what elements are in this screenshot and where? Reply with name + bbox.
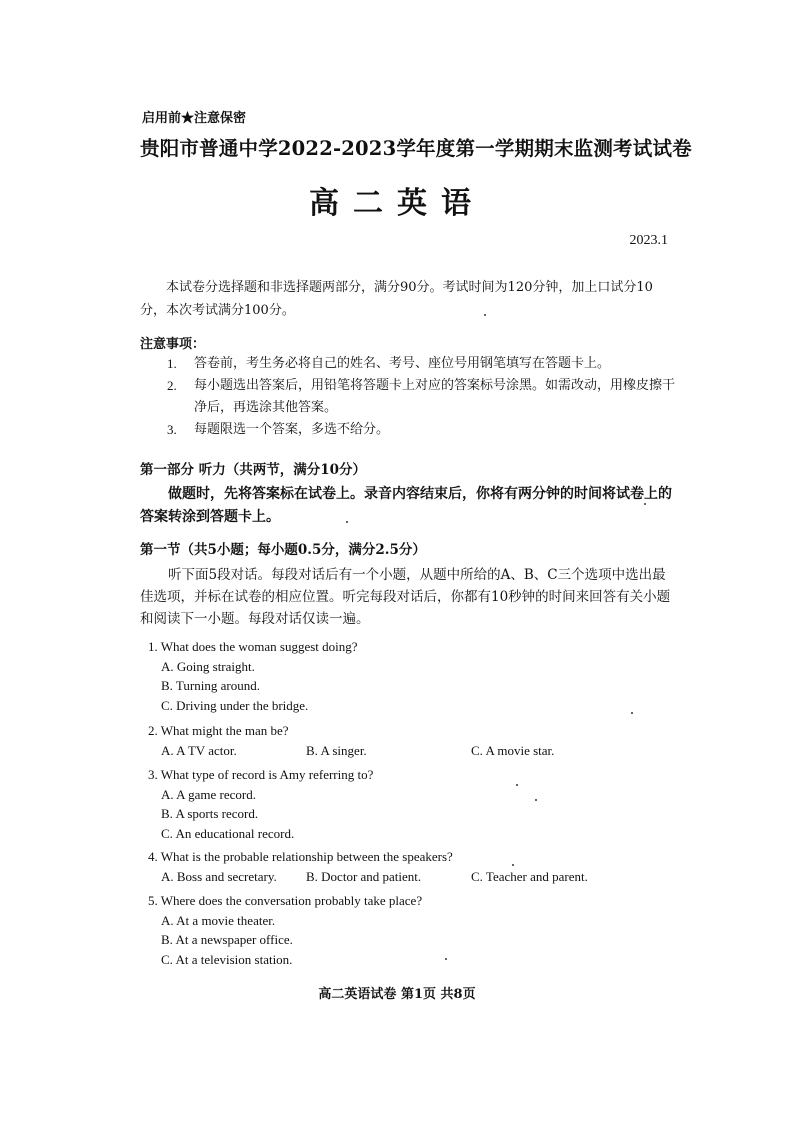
notice-item-number: 2.	[167, 378, 177, 393]
question-stem: 4. What is the probable relationship between the speakers?	[148, 849, 453, 864]
notice-list	[140, 353, 680, 441]
question-stem: 1. What does the woman suggest doing?	[148, 639, 358, 654]
subject-title: 高二英语	[309, 186, 485, 221]
options-row	[148, 867, 688, 887]
scan-speck	[484, 314, 486, 316]
notice-item-text: 答卷前，考生务必将自己的姓名、考号、座位号用钢笔填写在答题卡上。	[194, 356, 611, 371]
exam-date: 2023.1	[629, 233, 668, 248]
option-b: B. A sports record.	[161, 806, 259, 821]
option-b: B. At a newspaper office.	[161, 932, 293, 947]
section1-heading: 第一节（共5小题；每小题0.5分，满分2.5分）	[140, 542, 426, 558]
scan-speck	[644, 503, 646, 505]
exam-title: 贵阳市普通中学2022-2023学年度第一学期期末监测考试试卷	[140, 137, 692, 160]
notice-item	[140, 375, 680, 419]
option-a: A. A TV actor.	[161, 742, 237, 758]
question-2	[148, 721, 688, 760]
notice-item-number: 3.	[167, 422, 177, 437]
part1-instruction: 做题时，先将答案标在试卷上。录音内容结束后，你将有两分钟的时间将试卷上的答案转涂到答题卡上。	[140, 486, 672, 525]
page-footer: 高二英语试卷 第1页 共8页	[318, 987, 476, 1002]
option-a: A. Boss and secretary.	[161, 868, 277, 884]
question-5	[148, 891, 688, 969]
option-b: B. A singer.	[306, 742, 367, 758]
question-stem: 2. What might the man be?	[148, 723, 289, 738]
question-4	[148, 847, 688, 886]
question-1	[148, 637, 688, 715]
notice-item-number: 1.	[167, 356, 177, 371]
option-a: A. Going straight.	[161, 658, 255, 674]
notice-item	[140, 419, 680, 441]
notice-item-text: 每小题选出答案后，用铅笔将答题卡上对应的答案标号涂黑。如需改动，用橡皮擦干净后，再选涂其他答案。	[194, 378, 676, 415]
option-c: C. At a television station.	[161, 951, 293, 967]
notice-item	[140, 353, 680, 375]
scan-speck	[631, 712, 633, 714]
question-3	[148, 765, 688, 843]
options-row	[148, 741, 688, 761]
option-b: B. Doctor and patient.	[306, 868, 422, 884]
section1-instruction: 听下面5段对话。每段对话后有一个小题，从题中所给的A、B、C三个选项中选出最佳选项，并标在试卷的相应位置。听完每段对话后，你都有10秒钟的时间来回答有关小题和阅读下一小题。每段对话仅读一遍。	[140, 567, 671, 627]
scan-speck	[346, 521, 348, 523]
part1-heading: 第一部分 听力（共两节，满分10分）	[140, 462, 366, 478]
notice-item-text: 每题限选一个答案，多选不给分。	[194, 422, 390, 437]
option-c: C. A movie star.	[471, 742, 555, 758]
question-stem: 3. What type of record is Amy referring to?	[148, 767, 374, 782]
scan-speck	[445, 958, 447, 960]
option-c: C. Teacher and parent.	[471, 868, 588, 884]
scan-speck	[512, 864, 514, 866]
confidential-label: 启用前★注意保密	[142, 111, 247, 126]
option-c: C. An educational record.	[161, 825, 295, 841]
intro-paragraph: 本试卷分选择题和非选择题两部分，满分90分。考试时间为120分钟，加上口试分10分，本次考试满分100分。	[140, 280, 653, 318]
option-c: C. Driving under the bridge.	[161, 697, 309, 713]
option-a: A. A game record.	[161, 786, 256, 802]
scan-speck	[516, 784, 518, 786]
option-b: B. Turning around.	[161, 678, 260, 693]
question-stem: 5. Where does the conversation probably take place?	[148, 893, 423, 908]
option-a: A. At a movie theater.	[161, 912, 276, 928]
scan-speck	[535, 799, 537, 801]
notice-heading: 注意事项：	[140, 337, 206, 352]
